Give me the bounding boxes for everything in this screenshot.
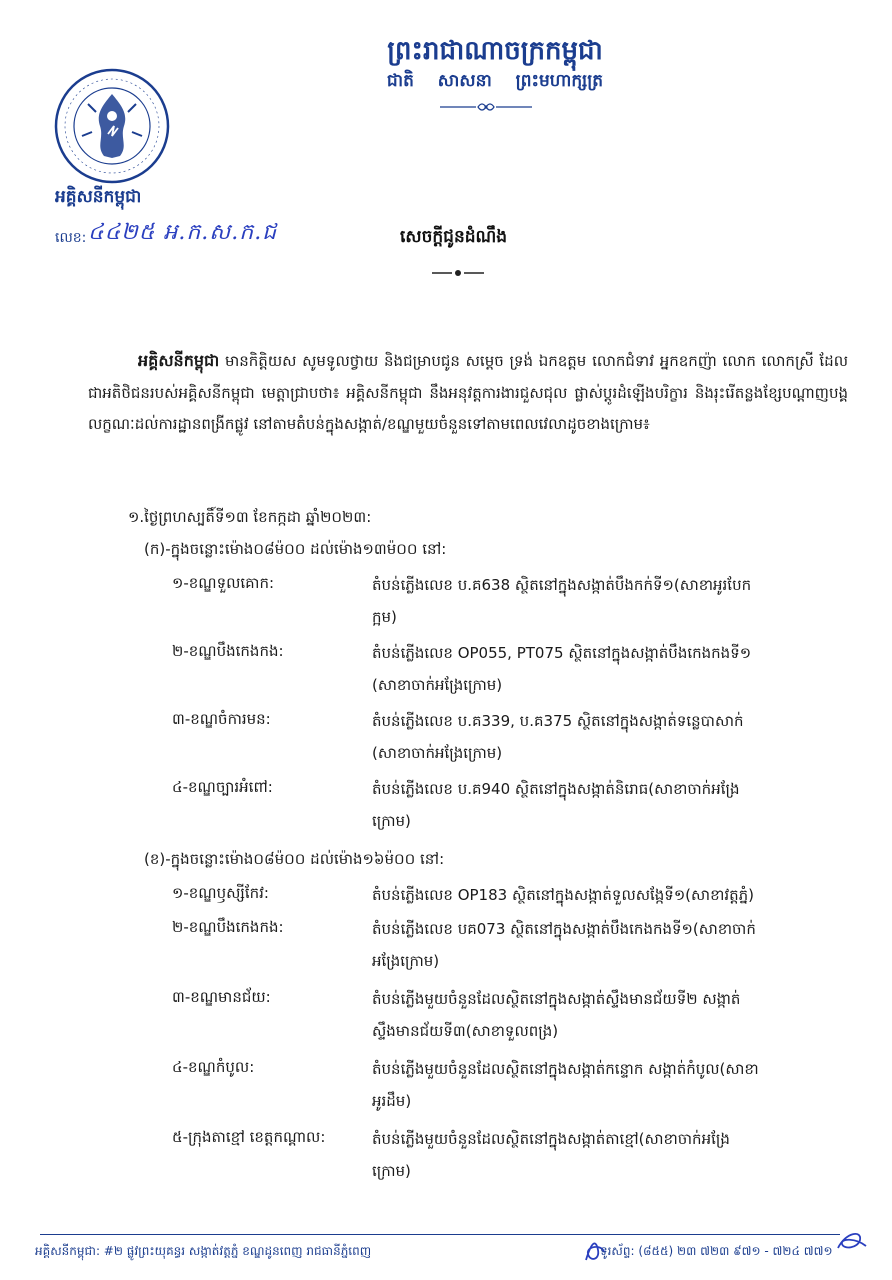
list-item-detail: តំបន់ភ្លើងលេខ OP055, PT075 ស្ថិតនៅក្នុងសង្កាត់បឹងកេងកងទី១ (សាខាចាក់អង្រែក្រោម) (372, 644, 752, 694)
footer-address: អគ្គិសនីកម្ពុជា: #២ ផ្លូវព្រះយុគន្ធរ សង្កាត់វត្តភ្នំ ខណ្ឌដូនពេញ រាជធានីភ្នំពេញ (35, 1244, 372, 1258)
list-item-detail: តំបន់ភ្លើងមួយចំនួនដែលស្ថិតនៅក្នុងសង្កាត់កន្ទោក សង្កាត់កំបូល(សាខា អូរដឹម) (372, 1060, 759, 1110)
reference-label: លេខ: (55, 230, 87, 246)
list-item-detail: តំបន់ភ្លើងលេខ ប.គ638 ស្ថិតនៅក្នុងសង្កាត់បឹងកក់ទី១(សាខាអូរបែក ក្អម) (372, 576, 752, 626)
list-item-detail: តំបន់ភ្លើងលេខ OP183 ស្ថិតនៅក្នុងសង្កាត់ទួលសង្កែទី១(សាខាវត្តភ្នំ) (372, 886, 755, 904)
list-item-area: ៥-ក្រុងតាខ្មៅ ខេត្តកណ្តាល: (172, 1128, 326, 1146)
document-title: សេចក្តីជូនដំណឹង (400, 227, 508, 247)
section-b-heading: (ខ)-ក្នុងចន្លោះម៉ោង០៨ម៉០០ ដល់ម៉ោង១៦ម៉០០ នៅ: (144, 850, 445, 868)
organization-name: អគ្គិសនីកម្ពុជា (55, 187, 142, 207)
list-item-area: ៤-ខណ្ឌកំបូល: (172, 1058, 255, 1076)
reference-number: ៤៤២៥ អ.ក.ស.ក.ជ (88, 220, 278, 245)
list-item-detail: តំបន់ភ្លើងមួយចំនួនដែលស្ថិតនៅក្នុងសង្កាត់តាខ្មៅ(សាខាចាក់អង្រែ ក្រោម) (372, 1130, 730, 1180)
section-a-heading: (ក)-ក្នុងចន្លោះម៉ោង០៨ម៉០០ ដល់ម៉ោង១៣ម៉០០ នៅ: (144, 540, 447, 558)
national-motto: ជាតិ សាសនា ព្រះមហាក្សត្រ (386, 71, 604, 91)
list-item-area: ៣-ខណ្ឌមានជ័យ: (172, 988, 271, 1006)
footer-divider (40, 1234, 840, 1235)
ornament-divider-icon (438, 100, 534, 114)
intro-text: មានកិត្តិយស សូមទូលថ្វាយ និងជម្រាបជូន សម្តេច ទ្រង់ ឯកឧត្តម លោកជំទាវ អ្នកឧកញ៉ា លោក លោកស្រី ដែលជាអតិថិជនរបស់អគ្គិសនីកម្ពុជា មេត្តាជ្រាបថា៖ អគ្គិសនីកម្ពុជា នឹងអនុវត្តការងារជួសជុល ផ្លាស់ប្តូរដំឡើងបរិក្ខារ និងរុះរើតន្លងខ្សែបណ្តាញបង្គលក្ខណៈដល់ការដ្ឋានពង្រីកផ្លូវ នៅតាមតំបន់ក្នុងសង្កាត់/ខណ្ឌមួយចំនួនទៅតាមពេលវេលាដូចខាងក្រោម៖ (88, 352, 848, 433)
intro-lead: អគ្គិសនីកម្ពុជា (138, 351, 220, 370)
list-item-area: ៤-ខណ្ឌច្បារអំពៅ: (172, 778, 273, 796)
list-item-area: ១-ខណ្ឌទួលគោក: (172, 574, 275, 592)
company-seal-icon (52, 66, 172, 186)
list-item-area: ៣-ខណ្ឌចំការមន: (172, 710, 271, 728)
handwritten-mark-icon (832, 1228, 872, 1256)
list-item-detail: តំបន់ភ្លើងលេខ បគ073 ស្ថិតនៅក្នុងសង្កាត់បឹងកេងកងទី១(សាខាចាក់ អង្រែក្រោម) (372, 920, 756, 970)
list-item-area: ១-ខណ្ឌឫស្សីកែវ: (172, 884, 269, 902)
kingdom-heading: ព្រះរាជាណាចក្រកម្ពុជា (387, 36, 603, 66)
list-item-detail: តំបន់ភ្លើងលេខ ប.គ940 ស្ថិតនៅក្នុងសង្កាត់និរោធ(សាខាចាក់អង្រែ ក្រោម) (372, 780, 740, 830)
list-item-detail: តំបន់ភ្លើងលេខ ប.គ339, ប.គ375 ស្ថិតនៅក្នុងសង្កាត់ទន្លេបាសាក់ (សាខាចាក់អង្រែក្រោម) (372, 712, 744, 762)
intro-paragraph (88, 345, 848, 441)
list-item-area: ២-ខណ្ឌបឹងកេងកង: (172, 642, 284, 660)
footer-phone: ទូរស័ព្ទ: (៨៥៥) ២៣ ៧២៣ ៩៧១ - ៧២៤ ៧៧១ (600, 1244, 833, 1258)
list-item-detail: តំបន់ភ្លើងមួយចំនួនដែលស្ថិតនៅក្នុងសង្កាត់ស្ទឹងមានជ័យទី២ សង្កាត់ ស្ទឹងមានជ័យទី៣(សាខាទួលពង្រ) (372, 990, 741, 1040)
list-item-area: ២-ខណ្ឌបឹងកេងកង: (172, 918, 284, 936)
title-divider-icon (430, 268, 486, 278)
schedule-date: ១.ថ្ងៃព្រហស្បតិ៍ទី១៣ ខែកក្កដា ឆ្នាំ២០២៣: (128, 508, 372, 526)
